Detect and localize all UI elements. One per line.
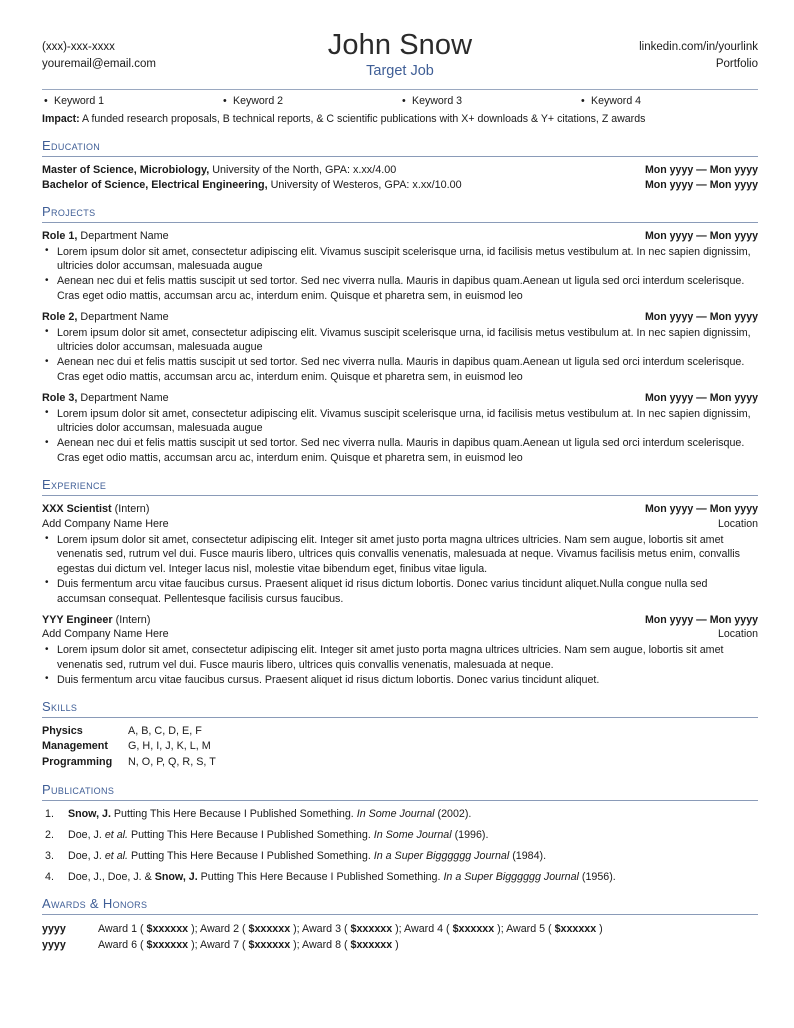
projects-list — [42, 229, 758, 466]
project-bullets — [42, 245, 758, 304]
pub-author-highlight: Snow, J. — [68, 808, 111, 820]
pub-title: Putting This Here Because I Published Something. — [197, 870, 444, 883]
award-separator: ) — [596, 923, 603, 936]
award-row — [42, 937, 603, 953]
pub-authors: Doe, J., Doe, J. & — [68, 870, 155, 883]
pub-journal: In a Super Bigggggg Journal — [373, 849, 510, 862]
impact-text: A funded research proposals, B technical reports, & C scientific publications with X+ downloads & Y+ citations, Z awards — [82, 113, 646, 126]
impact-label: Impact: — [42, 113, 80, 126]
project-dates: Mon yyyy — Mon yyyy — [644, 229, 758, 242]
pub-etal: et al. — [104, 849, 128, 862]
award-separator: ); — [494, 923, 507, 936]
project-entry — [42, 310, 758, 385]
experience-subheading — [42, 517, 758, 532]
award-amount: $xxxxxx — [248, 923, 291, 936]
section-title-skills: Skills — [42, 698, 78, 714]
skill-category: Physics — [42, 724, 83, 737]
skill-category: Management — [42, 740, 108, 753]
degree-title: Master of Science, Microbiology, — [42, 163, 210, 176]
bullet-item: • Lorem ipsum dolor sit amet, consectetur adipiscing elit. Vivamus suscipit scelerisque urna, id facilisis metus vestibulum at. In nec sapien dignissim, ultricies dolor accumsan, malesuada augue — [42, 326, 758, 356]
section-title-awards: Awards & Honors — [42, 895, 148, 911]
section-title-publications: Publications — [42, 781, 115, 797]
job-title: XXX Scientist — [42, 502, 112, 515]
award-amount: $xxxxxx — [350, 923, 393, 936]
project-bullets — [42, 326, 758, 385]
pub-journal: In Some Journal — [373, 828, 452, 841]
pub-year: (1996). — [451, 828, 489, 841]
section-awards — [42, 896, 758, 953]
project-role: Role 3, — [42, 391, 78, 404]
skill-values: N, O, P, Q, R, S, T — [128, 756, 216, 769]
award-separator: ); — [188, 923, 201, 936]
experience-entry — [42, 613, 758, 688]
bullet-item: • Duis fermentum arcu vitae faucibus cursus. Praesent aliquet id risus dictum lobortis. Donec varius tincidunt aliquet.Nulla congue nulla sed accumsan consequat. Pellentesque facilisis cursus faucibus. — [42, 577, 758, 607]
experience-heading — [42, 613, 758, 628]
resume-header — [42, 30, 758, 84]
bullet-item: • Aenean nec dui et felis mattis suscipit ut sed tortor. Sed nec viverra nulla. Mauris in dapibus quam.Aenean ut ligula sed orci interdum scelerisque. Cras eget odio mattis, accumsan arcu ac, interdum enim. Quisque et pharetra sem, in euismod leo — [42, 355, 758, 385]
section-publications — [42, 782, 758, 885]
project-heading — [42, 310, 758, 325]
award-name: Award 1 ( — [98, 923, 147, 936]
section-title-projects: Projects — [42, 203, 96, 219]
project-role: Role 1, — [42, 229, 78, 242]
portfolio-link[interactable]: Portfolio — [715, 58, 758, 71]
phone-number: (xxx)-xxx-xxxx — [42, 41, 115, 53]
bullet-item: • Lorem ipsum dolor sit amet, consectetur adipiscing elit. Vivamus suscipit scelerisque urna, id facilisis metus vestibulum at. In nec sapien dignissim, ultricies dolor accumsan, malesuada augue — [42, 407, 758, 437]
award-amount: $xxxxxx — [350, 939, 393, 952]
job-location: Location — [717, 628, 758, 641]
experience-dates: Mon yyyy — Mon yyyy — [644, 613, 758, 626]
education-entry — [42, 163, 758, 178]
award-separator: ); — [290, 923, 303, 936]
skill-category: Programming — [42, 756, 113, 769]
email-address[interactable]: youremail@email.com — [42, 58, 156, 71]
impact-line — [42, 112, 758, 126]
keyword-label: Keyword 2 — [233, 95, 284, 108]
skill-values: G, H, I, J, K, L, M — [128, 740, 211, 753]
job-title: YYY Engineer — [42, 613, 113, 626]
experience-bullets — [42, 533, 758, 607]
contact-right — [553, 30, 758, 74]
project-dates: Mon yyyy — Mon yyyy — [644, 310, 758, 323]
experience-dates: Mon yyyy — Mon yyyy — [644, 502, 758, 515]
section-experience — [42, 477, 758, 688]
project-heading — [42, 391, 758, 406]
award-items — [98, 921, 603, 937]
section-title-experience: Experience — [42, 476, 107, 492]
award-name: Award 3 ( — [302, 923, 351, 936]
award-separator: ) — [392, 939, 399, 952]
award-name: Award 2 ( — [200, 923, 249, 936]
keyword-label: Keyword 4 — [591, 95, 642, 108]
keyword-item — [400, 95, 579, 109]
pub-year: (2002). — [434, 808, 472, 820]
company-name: Add Company Name Here — [42, 517, 169, 530]
pub-etal: et al. — [104, 828, 128, 841]
section-projects — [42, 204, 758, 466]
experience-list — [42, 502, 758, 688]
skills-row — [42, 755, 216, 771]
name-block — [247, 30, 553, 80]
skills-body — [42, 724, 758, 771]
section-rule — [42, 914, 758, 915]
education-dates: Mon yyyy — Mon yyyy — [644, 163, 758, 176]
publication-item — [42, 849, 758, 864]
bullet-item: • Aenean nec dui et felis mattis suscipit ut sed tortor. Sed nec viverra nulla. Mauris in dapibus quam.Aenean ut ligula sed orci interdum scelerisque. Cras eget odio mattis, accumsan arcu ac, interdum enim. Quisque et pharetra sem, in euismod leo — [42, 274, 758, 304]
pub-title: Putting This Here Because I Published Something. — [128, 828, 374, 841]
candidate-name: John Snow — [327, 29, 473, 61]
award-name: Award 6 ( — [98, 939, 147, 952]
award-amount: $xxxxxx — [146, 939, 189, 952]
award-row — [42, 921, 603, 937]
experience-bullets — [42, 643, 758, 687]
experience-entry — [42, 502, 758, 607]
bullet-item: • Duis fermentum arcu vitae faucibus cursus. Praesent aliquet id risus dictum lobortis. Donec varius tincidunt aliquet. — [42, 673, 758, 688]
section-education — [42, 138, 758, 193]
section-rule — [42, 495, 758, 496]
bullet-item: • Lorem ipsum dolor sit amet, consectetur adipiscing elit. Integer sit amet justo porta magna ultrices ultricies. Nam sem augue, lobortis sit amet venenatis sed, rutrum vel dui. Fusce mauris libero, ultrices quis convallis venenatis, malesuada at neque. Vivamus facilisis metus enim, convallis egestas dui dictum vel. Integer lacus nisl, molestie vitae bibendum eget, finibus vitae ligula. — [42, 533, 758, 577]
pub-authors: Doe, J. — [68, 828, 105, 841]
bullet-item: • Aenean nec dui et felis mattis suscipit ut sed tortor. Sed nec viverra nulla. Mauris in dapibus quam.Aenean ut ligula sed orci interdum scelerisque. Cras eget odio mattis, accumsan arcu ac, interdum enim. Quisque et pharetra sem, in euismod leo — [42, 436, 758, 466]
publication-item — [42, 807, 758, 822]
degree-detail: University of the North, GPA: x.xx/4.00 — [209, 163, 397, 176]
pub-authors: Doe, J. — [68, 849, 105, 862]
keyword-item — [42, 95, 221, 109]
section-rule — [42, 717, 758, 718]
contact-left — [42, 30, 247, 74]
pub-year: (1984). — [509, 849, 547, 862]
section-skills — [42, 699, 758, 771]
experience-subheading — [42, 627, 758, 642]
keyword-item — [579, 95, 758, 109]
job-qualifier: (Intern) — [112, 613, 151, 626]
section-title-education: Education — [42, 137, 101, 153]
keyword-label: Keyword 1 — [54, 95, 105, 108]
bullet-item: • Lorem ipsum dolor sit amet, consectetur adipiscing elit. Integer sit amet justo porta magna ultrices ultricies. Nam sem augue, lobortis sit amet venenatis sed, rutrum vel dui. Fusce mauris libero, ultrices quis convallis venenatis, malesuada at neque. — [42, 643, 758, 673]
pub-title: Putting This Here Because I Published Something. — [128, 849, 374, 862]
degree-title: Bachelor of Science, Electrical Engineering, — [42, 178, 268, 191]
education-list — [42, 163, 758, 193]
section-rule — [42, 222, 758, 223]
education-dates: Mon yyyy — Mon yyyy — [644, 178, 758, 191]
publications-list — [42, 807, 758, 885]
award-year: yyyy — [42, 923, 66, 936]
project-dates: Mon yyyy — Mon yyyy — [644, 391, 758, 404]
award-items — [98, 937, 603, 953]
pub-year: (1956). — [578, 870, 616, 883]
pub-journal: In a Super Bigggggg Journal — [443, 870, 579, 883]
project-dept: Department Name — [77, 229, 169, 242]
company-name: Add Company Name Here — [42, 628, 169, 641]
award-separator: ); — [290, 939, 303, 952]
keyword-label: Keyword 3 — [412, 95, 463, 108]
award-amount: $xxxxxx — [146, 923, 189, 936]
pub-title: Putting This Here Because I Published Something. — [110, 808, 357, 820]
project-entry — [42, 391, 758, 466]
project-heading — [42, 229, 758, 244]
skills-table — [42, 724, 216, 771]
skills-row — [42, 724, 216, 740]
award-year: yyyy — [42, 939, 66, 952]
award-separator: ); — [188, 939, 201, 952]
publications-body — [42, 807, 758, 885]
award-name: Award 7 ( — [200, 939, 249, 952]
award-amount: $xxxxxx — [554, 923, 597, 936]
project-entry — [42, 229, 758, 304]
award-name: Award 5 ( — [506, 923, 555, 936]
bullet-icon: • — [44, 95, 48, 108]
pub-author-highlight: Snow, J. — [154, 870, 198, 883]
pub-journal: In Some Journal — [356, 808, 435, 820]
award-amount: $xxxxxx — [452, 923, 495, 936]
section-rule — [42, 800, 758, 801]
bullet-icon: • — [581, 95, 585, 108]
target-job-title: Target Job — [366, 63, 434, 80]
skills-row — [42, 739, 216, 755]
header-divider — [42, 89, 758, 90]
experience-heading — [42, 502, 758, 517]
awards-body — [42, 921, 758, 953]
bullet-item: • Lorem ipsum dolor sit amet, consectetur adipiscing elit. Vivamus suscipit scelerisque urna, id facilisis metus vestibulum at. In nec sapien dignissim, ultricies dolor accumsan, malesuada augue — [42, 245, 758, 275]
section-rule — [42, 156, 758, 157]
keywords-row — [42, 95, 758, 109]
job-location: Location — [717, 517, 758, 530]
publication-item — [42, 828, 758, 843]
bullet-icon: • — [402, 95, 406, 108]
award-amount: $xxxxxx — [248, 939, 291, 952]
bullet-icon: • — [223, 95, 227, 108]
publication-item — [42, 870, 758, 885]
project-bullets — [42, 407, 758, 466]
award-name: Award 8 ( — [302, 939, 351, 952]
education-entry — [42, 178, 758, 193]
linkedin-link[interactable]: linkedin.com/in/yourlink — [639, 41, 758, 53]
project-dept: Department Name — [77, 310, 169, 323]
award-separator: ); — [392, 923, 405, 936]
keyword-item — [221, 95, 400, 109]
awards-table — [42, 921, 603, 953]
project-dept: Department Name — [77, 391, 169, 404]
project-role: Role 2, — [42, 310, 78, 323]
degree-detail: University of Westeros, GPA: x.xx/10.00 — [267, 178, 462, 191]
job-qualifier: (Intern) — [111, 502, 150, 515]
award-name: Award 4 ( — [404, 923, 453, 936]
skill-values: A, B, C, D, E, F — [128, 724, 202, 737]
